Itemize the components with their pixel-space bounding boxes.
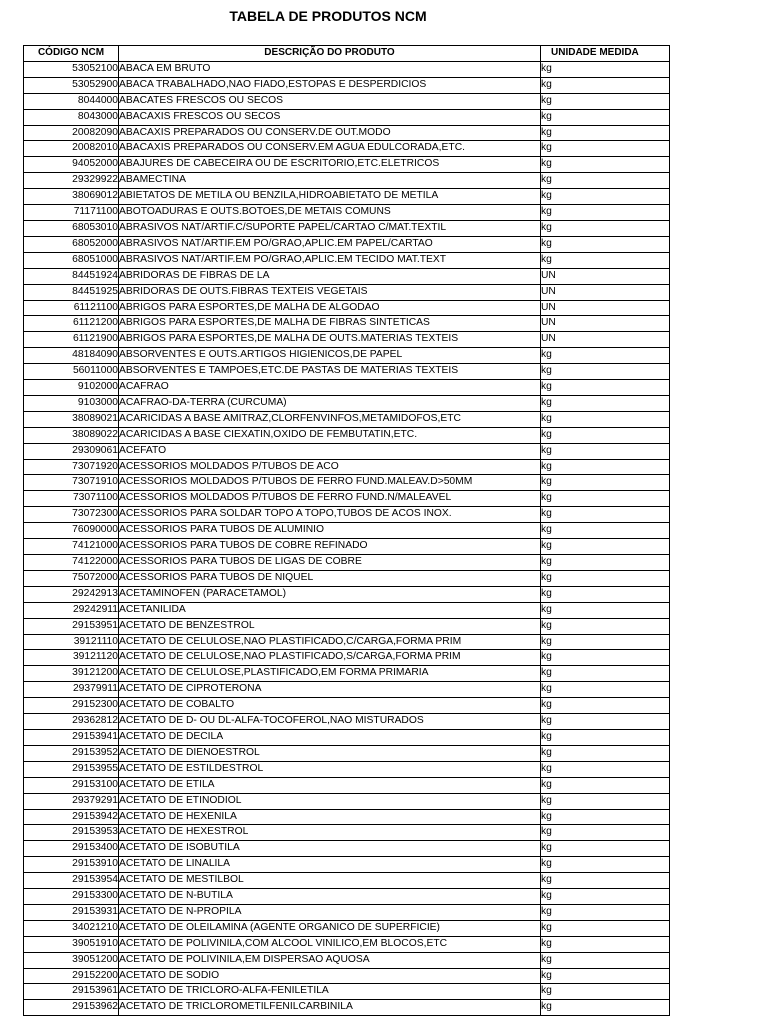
unit-cell: kg: [541, 523, 670, 539]
ncm-code-cell: 29153961: [24, 984, 119, 1000]
ncm-code-cell: 53052900: [24, 77, 119, 93]
description-cell: ACETATO DE COBALTO: [119, 698, 541, 714]
unit-cell: UN: [541, 332, 670, 348]
column-header-code: CÓDIGO NCM: [24, 46, 119, 62]
table-row: [24, 220, 670, 236]
table-row: [24, 761, 670, 777]
ncm-code-cell: 38069012: [24, 189, 119, 205]
table-row: [24, 173, 670, 189]
unit-cell: kg: [541, 491, 670, 507]
unit-cell: kg: [541, 634, 670, 650]
ncm-code-cell: 29379911: [24, 682, 119, 698]
table-row: [24, 459, 670, 475]
table-row: [24, 348, 670, 364]
ncm-code-cell: 29153100: [24, 777, 119, 793]
unit-cell: kg: [541, 411, 670, 427]
description-cell: ACETATO DE CELULOSE,NAO PLASTIFICADO,C/CARGA,FORMA PRIM: [119, 634, 541, 650]
unit-cell: kg: [541, 920, 670, 936]
ncm-code-cell: 73071910: [24, 475, 119, 491]
unit-cell: kg: [541, 618, 670, 634]
unit-cell: kg: [541, 968, 670, 984]
description-cell: ACETATO DE CELULOSE,PLASTIFICADO,EM FORMA PRIMARIA: [119, 666, 541, 682]
description-cell: ABRASIVOS NAT/ARTIF.EM PO/GRAO,APLIC.EM TECIDO MAT.TEXT: [119, 252, 541, 268]
unit-cell: kg: [541, 809, 670, 825]
description-cell: ACETATO DE TRICLORO-ALFA-FENILETILA: [119, 984, 541, 1000]
description-cell: ABRIDORAS DE OUTS.FIBRAS TEXTEIS VEGETAIS: [119, 284, 541, 300]
unit-cell: kg: [541, 252, 670, 268]
table-row: [24, 268, 670, 284]
table-row: [24, 205, 670, 221]
description-cell: ACETATO DE OLEILAMINA (AGENTE ORGANICO DE SUPERFICIE): [119, 920, 541, 936]
table-row: [24, 729, 670, 745]
ncm-code-cell: 29153954: [24, 873, 119, 889]
description-cell: ACETATO DE HEXENILA: [119, 809, 541, 825]
description-cell: ACETATO DE LINALILA: [119, 857, 541, 873]
unit-cell: kg: [541, 555, 670, 571]
description-cell: ABOTOADURAS E OUTS.BOTOES,DE METAIS COMUNS: [119, 205, 541, 221]
table-header-row: [24, 46, 670, 62]
table-row: [24, 316, 670, 332]
table-row: [24, 427, 670, 443]
table-row: [24, 570, 670, 586]
description-cell: ABRIGOS PARA ESPORTES,DE MALHA DE FIBRAS SINTETICAS: [119, 316, 541, 332]
unit-cell: kg: [541, 125, 670, 141]
column-header-description: DESCRIÇÃO DO PRODUTO: [119, 46, 541, 62]
table-body: [24, 61, 670, 1015]
description-cell: ACARICIDAS A BASE AMITRAZ,CLORFENVINFOS,METAMIDOFOS,ETC: [119, 411, 541, 427]
ncm-code-cell: 39051910: [24, 936, 119, 952]
table-row: [24, 332, 670, 348]
unit-cell: kg: [541, 984, 670, 1000]
unit-cell: kg: [541, 729, 670, 745]
description-cell: ACETATO DE CIPROTERONA: [119, 682, 541, 698]
table-row: [24, 300, 670, 316]
ncm-code-cell: 29242913: [24, 586, 119, 602]
description-cell: ACESSORIOS MOLDADOS P/TUBOS DE ACO: [119, 459, 541, 475]
table-row: [24, 714, 670, 730]
unit-cell: kg: [541, 873, 670, 889]
table-row: [24, 93, 670, 109]
ncm-code-cell: 39121110: [24, 634, 119, 650]
ncm-code-cell: 53052100: [24, 61, 119, 77]
unit-cell: kg: [541, 205, 670, 221]
table-row: [24, 809, 670, 825]
description-cell: ACESSORIOS PARA TUBOS DE ALUMINIO: [119, 523, 541, 539]
ncm-code-cell: 38089021: [24, 411, 119, 427]
table-row: [24, 523, 670, 539]
table-row: [24, 650, 670, 666]
ncm-code-cell: 29153400: [24, 841, 119, 857]
description-cell: ACETATO DE BENZESTROL: [119, 618, 541, 634]
unit-cell: kg: [541, 220, 670, 236]
ncm-code-cell: 29152300: [24, 698, 119, 714]
ncm-code-cell: 29153955: [24, 761, 119, 777]
description-cell: ACETATO DE POLIVINILA,EM DISPERSAO AQUOSA: [119, 952, 541, 968]
ncm-code-cell: 73071100: [24, 491, 119, 507]
description-cell: ACETATO DE SODIO: [119, 968, 541, 984]
ncm-code-cell: 29153951: [24, 618, 119, 634]
description-cell: ACETATO DE ETILA: [119, 777, 541, 793]
table-row: [24, 777, 670, 793]
description-cell: ABRASIVOS NAT/ARTIF.C/SUPORTE PAPEL/CARTAO C/MAT.TEXTIL: [119, 220, 541, 236]
description-cell: ACESSORIOS PARA TUBOS DE LIGAS DE COBRE: [119, 555, 541, 571]
description-cell: ACETATO DE ESTILDESTROL: [119, 761, 541, 777]
ncm-code-cell: 84451925: [24, 284, 119, 300]
unit-cell: kg: [541, 364, 670, 380]
unit-cell: kg: [541, 475, 670, 491]
table-row: [24, 380, 670, 396]
table-row: [24, 555, 670, 571]
unit-cell: kg: [541, 61, 670, 77]
ncm-code-cell: 39051200: [24, 952, 119, 968]
table-row: [24, 936, 670, 952]
unit-cell: kg: [541, 539, 670, 555]
description-cell: ABACA TRABALHADO,NAO FIADO,ESTOPAS E DESPERDICIOS: [119, 77, 541, 93]
unit-cell: kg: [541, 761, 670, 777]
description-cell: ABRIDORAS DE FIBRAS DE LA: [119, 268, 541, 284]
ncm-code-cell: 61121900: [24, 332, 119, 348]
ncm-code-cell: 29329922: [24, 173, 119, 189]
table-row: [24, 682, 670, 698]
ncm-code-cell: 20082090: [24, 125, 119, 141]
unit-cell: kg: [541, 602, 670, 618]
description-cell: ABACAXIS PREPARADOS OU CONSERV.DE OUT.MODO: [119, 125, 541, 141]
description-cell: ACETATO DE POLIVINILA,COM ALCOOL VINILICO,EM BLOCOS,ETC: [119, 936, 541, 952]
ncm-code-cell: 84451924: [24, 268, 119, 284]
description-cell: ACETATO DE N-BUTILA: [119, 889, 541, 905]
ncm-code-cell: 39121200: [24, 666, 119, 682]
description-cell: ACETATO DE CELULOSE,NAO PLASTIFICADO,S/CARGA,FORMA PRIM: [119, 650, 541, 666]
ncm-code-cell: 76090000: [24, 523, 119, 539]
unit-cell: kg: [541, 904, 670, 920]
table-row: [24, 189, 670, 205]
unit-cell: kg: [541, 889, 670, 905]
table-row: [24, 411, 670, 427]
table-row: [24, 841, 670, 857]
unit-cell: kg: [541, 109, 670, 125]
ncm-code-cell: 9103000: [24, 395, 119, 411]
description-cell: ACESSORIOS PARA TUBOS DE NIQUEL: [119, 570, 541, 586]
ncm-code-cell: 38089022: [24, 427, 119, 443]
ncm-code-cell: 29379291: [24, 793, 119, 809]
description-cell: ACETATO DE ISOBUTILA: [119, 841, 541, 857]
ncm-code-cell: 9102000: [24, 380, 119, 396]
unit-cell: kg: [541, 666, 670, 682]
table-row: [24, 857, 670, 873]
table-row: [24, 284, 670, 300]
table-row: [24, 395, 670, 411]
description-cell: ACETATO DE TRICLOROMETILFENILCARBINILA: [119, 1000, 541, 1016]
unit-cell: kg: [541, 698, 670, 714]
unit-cell: kg: [541, 427, 670, 443]
ncm-code-cell: 75072000: [24, 570, 119, 586]
ncm-code-cell: 29153931: [24, 904, 119, 920]
ncm-products-table: [23, 45, 670, 1016]
unit-cell: kg: [541, 348, 670, 364]
ncm-code-cell: 29153952: [24, 745, 119, 761]
table-row: [24, 141, 670, 157]
table-row: [24, 793, 670, 809]
ncm-code-cell: 73071920: [24, 459, 119, 475]
description-cell: ACETATO DE D- OU DL-ALFA-TOCOFEROL,NAO MISTURADOS: [119, 714, 541, 730]
table-row: [24, 618, 670, 634]
table-row: [24, 634, 670, 650]
unit-cell: kg: [541, 189, 670, 205]
document-title: TABELA DE PRODUTOS NCM: [229, 8, 427, 24]
table-row: [24, 157, 670, 173]
table-row: [24, 968, 670, 984]
table-row: [24, 698, 670, 714]
description-cell: ABSORVENTES E TAMPOES,ETC.DE PASTAS DE MATERIAS TEXTEIS: [119, 364, 541, 380]
table-row: [24, 125, 670, 141]
table-row: [24, 904, 670, 920]
ncm-code-cell: 94052000: [24, 157, 119, 173]
unit-cell: kg: [541, 682, 670, 698]
ncm-code-cell: 34021210: [24, 920, 119, 936]
description-cell: ACETATO DE N-PROPILA: [119, 904, 541, 920]
description-cell: ABRIGOS PARA ESPORTES,DE MALHA DE OUTS.MATERIAS TEXTEIS: [119, 332, 541, 348]
ncm-code-cell: 29309061: [24, 443, 119, 459]
description-cell: ACESSORIOS MOLDADOS P/TUBOS DE FERRO FUND.N/MALEAVEL: [119, 491, 541, 507]
table-row: [24, 602, 670, 618]
unit-cell: UN: [541, 316, 670, 332]
description-cell: ABRIGOS PARA ESPORTES,DE MALHA DE ALGODAO: [119, 300, 541, 316]
ncm-code-cell: 8044000: [24, 93, 119, 109]
unit-cell: kg: [541, 93, 670, 109]
unit-cell: kg: [541, 395, 670, 411]
unit-cell: kg: [541, 380, 670, 396]
unit-cell: kg: [541, 793, 670, 809]
description-cell: ACESSORIOS PARA SOLDAR TOPO A TOPO,TUBOS DE ACOS INOX.: [119, 507, 541, 523]
table-row: [24, 920, 670, 936]
unit-cell: kg: [541, 952, 670, 968]
table-row: [24, 475, 670, 491]
unit-cell: kg: [541, 777, 670, 793]
description-cell: ACETATO DE HEXESTROL: [119, 825, 541, 841]
unit-cell: kg: [541, 141, 670, 157]
ncm-code-cell: 74121000: [24, 539, 119, 555]
unit-cell: UN: [541, 268, 670, 284]
ncm-code-cell: 39121120: [24, 650, 119, 666]
table-row: [24, 236, 670, 252]
unit-cell: kg: [541, 157, 670, 173]
unit-cell: UN: [541, 300, 670, 316]
description-cell: ACESSORIOS MOLDADOS P/TUBOS DE FERRO FUND.MALEAV.D>50MM: [119, 475, 541, 491]
unit-cell: kg: [541, 745, 670, 761]
ncm-code-cell: 29153910: [24, 857, 119, 873]
ncm-code-cell: 73072300: [24, 507, 119, 523]
table-row: [24, 491, 670, 507]
ncm-code-cell: 29152200: [24, 968, 119, 984]
table-row: [24, 984, 670, 1000]
ncm-code-cell: 29153941: [24, 729, 119, 745]
description-cell: ACAFRAO: [119, 380, 541, 396]
table-row: [24, 539, 670, 555]
description-cell: ABAJURES DE CABECEIRA OU DE ESCRITORIO,ETC.ELETRICOS: [119, 157, 541, 173]
ncm-code-cell: 29153300: [24, 889, 119, 905]
description-cell: ACETATO DE ETINODIOL: [119, 793, 541, 809]
ncm-code-cell: 71171100: [24, 205, 119, 221]
unit-cell: kg: [541, 173, 670, 189]
unit-cell: kg: [541, 650, 670, 666]
table-row: [24, 507, 670, 523]
description-cell: ABACA EM BRUTO: [119, 61, 541, 77]
table-row: [24, 1000, 670, 1016]
description-cell: ABAMECTINA: [119, 173, 541, 189]
description-cell: ACEFATO: [119, 443, 541, 459]
description-cell: ACETATO DE DECILA: [119, 729, 541, 745]
ncm-code-cell: 61121200: [24, 316, 119, 332]
ncm-code-cell: 29362812: [24, 714, 119, 730]
unit-cell: UN: [541, 284, 670, 300]
table-row: [24, 952, 670, 968]
ncm-code-cell: 48184090: [24, 348, 119, 364]
unit-cell: kg: [541, 236, 670, 252]
description-cell: ABACATES FRESCOS OU SECOS: [119, 93, 541, 109]
table-row: [24, 889, 670, 905]
unit-cell: kg: [541, 443, 670, 459]
ncm-code-cell: 68051000: [24, 252, 119, 268]
description-cell: ACETANILIDA: [119, 602, 541, 618]
description-cell: ACAFRAO-DA-TERRA (CURCUMA): [119, 395, 541, 411]
ncm-code-cell: 29153953: [24, 825, 119, 841]
table-row: [24, 586, 670, 602]
ncm-code-cell: 74122000: [24, 555, 119, 571]
table-row: [24, 109, 670, 125]
unit-cell: kg: [541, 841, 670, 857]
ncm-code-cell: 68053010: [24, 220, 119, 236]
description-cell: ABRASIVOS NAT/ARTIF.EM PO/GRAO,APLIC.EM PAPEL/CARTAO: [119, 236, 541, 252]
table-row: [24, 252, 670, 268]
table-row: [24, 666, 670, 682]
description-cell: ABACAXIS PREPARADOS OU CONSERV.EM AGUA EDULCORADA,ETC.: [119, 141, 541, 157]
unit-cell: kg: [541, 570, 670, 586]
ncm-code-cell: 29153942: [24, 809, 119, 825]
table-row: [24, 873, 670, 889]
unit-cell: kg: [541, 459, 670, 475]
column-header-unit: UNIDADE MEDIDA: [541, 46, 670, 62]
table-row: [24, 443, 670, 459]
unit-cell: kg: [541, 1000, 670, 1016]
ncm-code-cell: 56011000: [24, 364, 119, 380]
description-cell: ABACAXIS FRESCOS OU SECOS: [119, 109, 541, 125]
description-cell: ABSORVENTES E OUTS.ARTIGOS HIGIENICOS,DE PAPEL: [119, 348, 541, 364]
ncm-code-cell: 8043000: [24, 109, 119, 125]
table-row: [24, 825, 670, 841]
unit-cell: kg: [541, 586, 670, 602]
unit-cell: kg: [541, 857, 670, 873]
ncm-code-cell: 20082010: [24, 141, 119, 157]
description-cell: ACESSORIOS PARA TUBOS DE COBRE REFINADO: [119, 539, 541, 555]
ncm-code-cell: 61121100: [24, 300, 119, 316]
ncm-code-cell: 29242911: [24, 602, 119, 618]
ncm-code-cell: 29153962: [24, 1000, 119, 1016]
unit-cell: kg: [541, 77, 670, 93]
table-row: [24, 61, 670, 77]
description-cell: ACETAMINOFEN (PARACETAMOL): [119, 586, 541, 602]
table-row: [24, 745, 670, 761]
table-row: [24, 77, 670, 93]
description-cell: ACETATO DE DIENOESTROL: [119, 745, 541, 761]
unit-cell: kg: [541, 507, 670, 523]
unit-cell: kg: [541, 936, 670, 952]
description-cell: ACARICIDAS A BASE CIEXATIN,OXIDO DE FEMBUTATIN,ETC.: [119, 427, 541, 443]
unit-cell: kg: [541, 714, 670, 730]
ncm-code-cell: 68052000: [24, 236, 119, 252]
unit-cell: kg: [541, 825, 670, 841]
table-row: [24, 364, 670, 380]
description-cell: ACETATO DE MESTILBOL: [119, 873, 541, 889]
description-cell: ABIETATOS DE METILA OU BENZILA,HIDROABIETATO DE METILA: [119, 189, 541, 205]
